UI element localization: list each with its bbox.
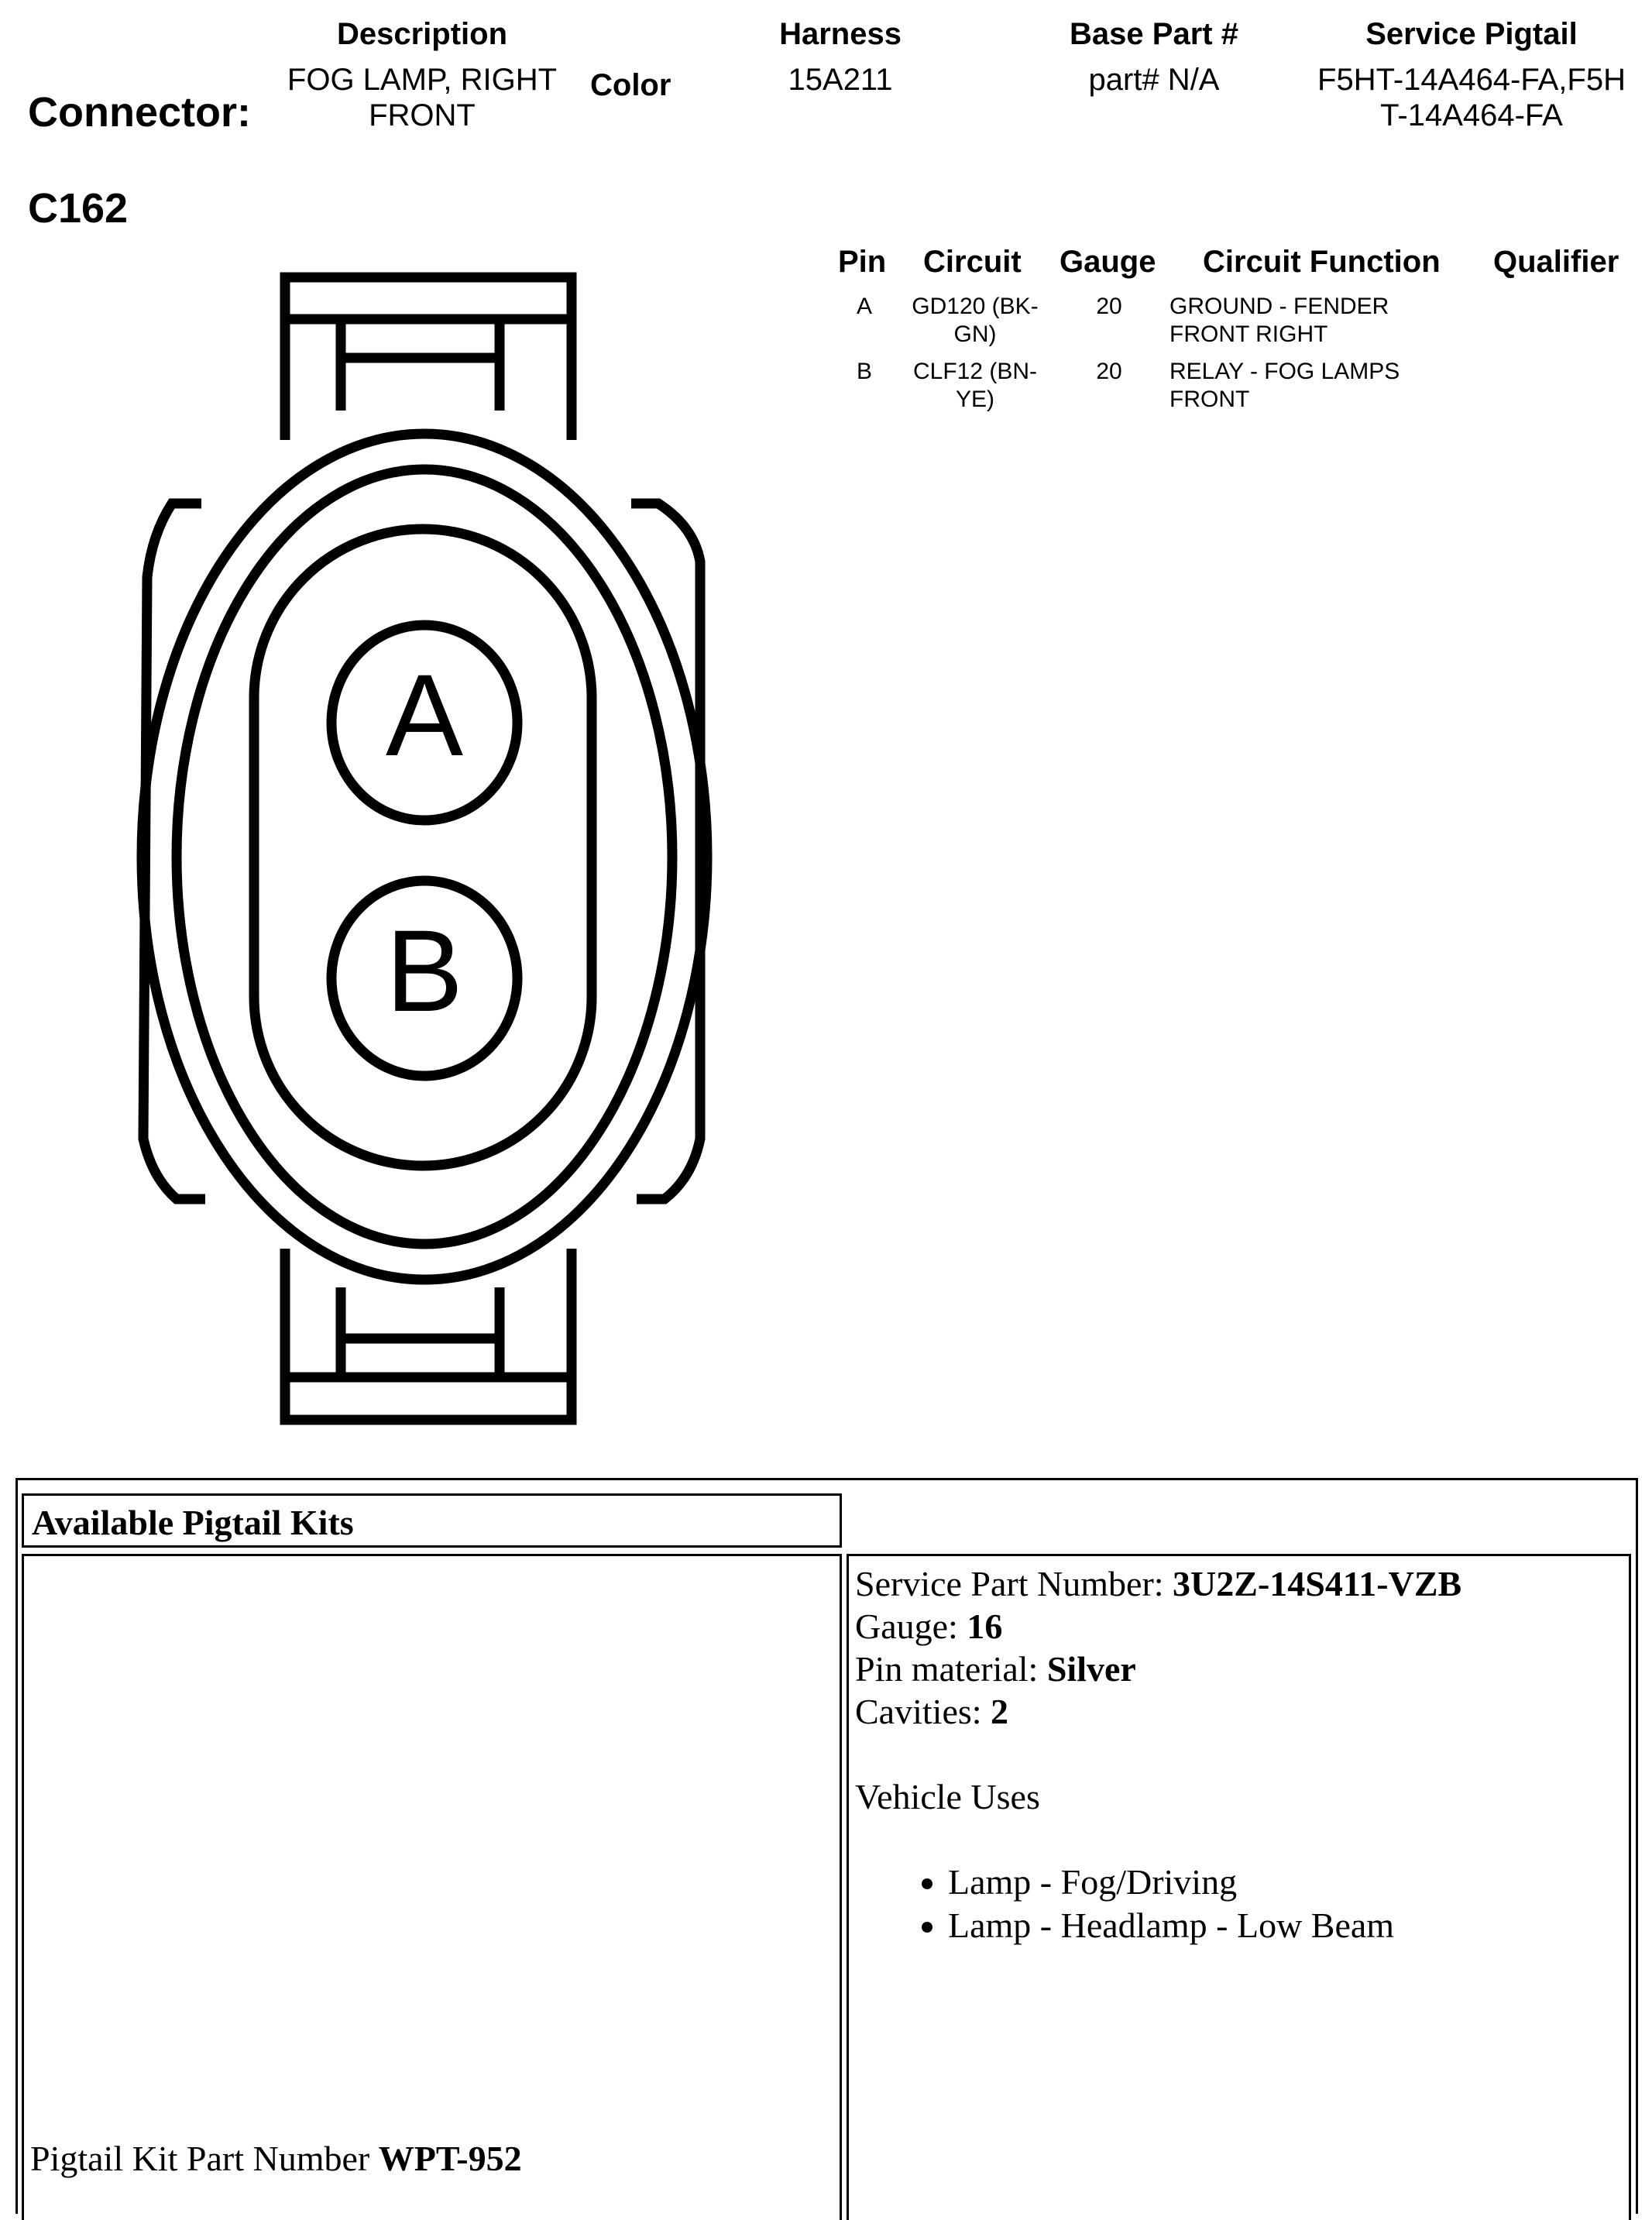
row-a-circuit: GD120 (BK-GN) (912, 294, 1039, 347)
vehicle-uses-label: Vehicle Uses (855, 1777, 1040, 1816)
vehicle-uses-list (855, 1861, 1624, 1947)
service-part-label: Service Part Number: (855, 1564, 1173, 1603)
row-b-pin: B (856, 359, 872, 384)
cavities-value: 2 (991, 1692, 1009, 1731)
right-side-tab (631, 503, 700, 1199)
pigtail-details-box (847, 1554, 1631, 2220)
base-part-value: part# N/A (1088, 63, 1220, 97)
vehicle-use-item: • Lamp - Headlamp - Low Beam (948, 1904, 1624, 1947)
pin-material-value: Silver (1046, 1649, 1136, 1689)
harness-title: Harness (779, 17, 902, 51)
row-a-function: GROUND - FENDER FRONT RIGHT (1169, 294, 1389, 347)
description-value: FOG LAMP, RIGHT FRONT (287, 63, 558, 132)
outer-shell (142, 434, 707, 1280)
description-title: Description (336, 17, 508, 51)
row-b-gauge: 20 (1096, 359, 1122, 384)
connector-id: C162 (28, 185, 129, 232)
connector-diagram (0, 0, 774, 1456)
kit-part-line (30, 2137, 522, 2180)
service-part-value: 3U2Z-14S411-VZB (1173, 1564, 1462, 1603)
harness-value: 15A211 (788, 63, 893, 97)
color-title: Color (590, 68, 671, 102)
pin-material-line (855, 1648, 1624, 1690)
row-b-circuit: CLF12 (BN-YE) (912, 359, 1038, 412)
service-pigtail-value: F5HT-14A464-FA,F5HT-14A464-FA (1317, 63, 1626, 132)
service-pigtail-title: Service Pigtail (1365, 17, 1578, 51)
cavities-label: Cavities: (855, 1692, 991, 1731)
gauge-value: 16 (967, 1607, 1003, 1646)
cavities-line (855, 1690, 1624, 1733)
row-a-pin: A (856, 294, 872, 319)
pin-a-label: A (385, 650, 464, 780)
gauge-line (855, 1605, 1624, 1648)
row-a-gauge: 20 (1096, 294, 1122, 319)
circuit-header: Circuit (923, 245, 1022, 279)
pigtail-image-box (22, 1554, 842, 2220)
gauge-header: Gauge (1060, 245, 1156, 279)
pin-b-label: B (385, 906, 464, 1036)
base-part-title: Base Part # (1070, 17, 1238, 51)
pin-material-label: Pin material: (855, 1649, 1047, 1689)
kit-part-label: Pigtail Kit Part Number (30, 2139, 379, 2178)
pin-header: Pin (838, 245, 887, 279)
pigtail-title-box (22, 1493, 842, 1548)
qualifier-header: Qualifier (1493, 245, 1619, 279)
connector-label: Connector: (28, 89, 251, 136)
service-part-line (855, 1562, 1624, 1605)
gauge-label: Gauge: (855, 1607, 967, 1646)
function-header: Circuit Function (1203, 245, 1441, 279)
pigtail-title: Available Pigtail Kits (32, 1503, 354, 1542)
vehicle-use-item: • Lamp - Fog/Driving (948, 1861, 1624, 1904)
row-b-function: RELAY - FOG LAMPS FRONT (1169, 359, 1400, 412)
kit-part-value: WPT-952 (378, 2139, 522, 2178)
